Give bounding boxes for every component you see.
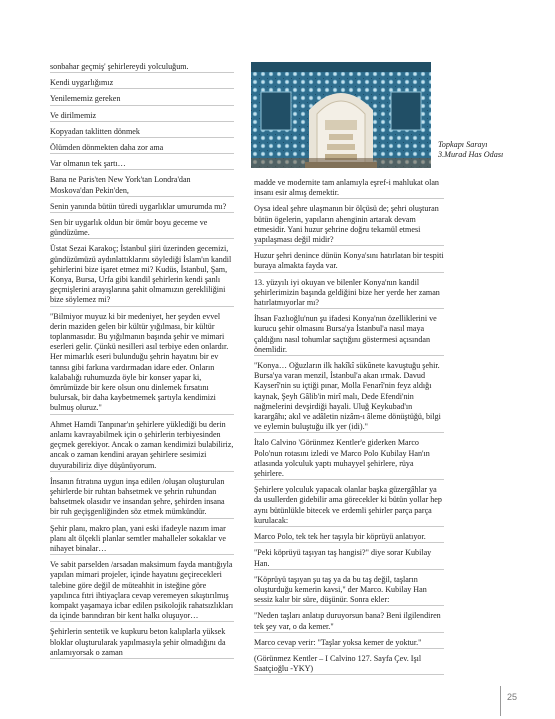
paragraph: Ve sabit parselden /arsadan maksimum fayda mantığıyla yapılan mimari projeler, içinde hayatını geçirecekleri talebine göre değil de müteahhit in isteğine göre yapılınca fıtri ihtiyaçlara cevap veremeyen sıkıştırılmış kompakt yaşamaya icbar edilen psikolojik rahatsızlıkları da içinde barındıran bir kent halkı oluşuyor… [50, 560, 234, 622]
paragraph: 13. yüzyılı iyi okuyan ve bilenler Konya'nın kandil şehirlerimizin başında geldiğini bize her yerde her zaman hatırlatmıyorlar mı? [254, 278, 444, 310]
poem-line: Ölümden dönmekten daha zor ama [50, 143, 234, 154]
poem-line: Var olmanın tek şartı… [50, 159, 234, 170]
citation: (Görünmez Kentler – I Calvino 127. Sayfa Çev. Işıl Saatçioğlu -YKY) [254, 654, 444, 675]
paragraph: Şehirlere yolculuk yapacak olanlar başka güzergâhlar ya da usullerden gidebilir ama görecekler ki bütün yollar hep aynı bütünlükle bitecek ve erdemli şehirler parça parça kurulacak: [254, 485, 444, 527]
photo-caption [438, 140, 538, 160]
paragraph: Ahmet Hamdi Tanpınar'ın şehirlere yüklediği bu derin anlamı kavrayabilmek için o şehirlerin terbiyesinden geçmek gerekiyor. Ancak o zaman kendimizi bulabiliriz, ancak o zaman kendini arayan şehirlere sesimizi duyurabiliriz diye düşünüyorum. [50, 420, 234, 472]
page-number: 25 [507, 692, 518, 702]
poem-line: Bana ne Paris'ten New York'tan Londra'dan Moskova'dan Pekin'den, [50, 175, 234, 196]
paragraph: madde ve modernite tam anlamıyla eşref-i mahlukat olan insanı esir almış demektir. [254, 178, 444, 199]
paragraph: Marco Polo, tek tek her taşıyla bir köprüyü anlatıyor. [254, 532, 444, 543]
dialogue-line: "Neden taşları anlatıp duruyorsun bana? Beni ilgilendiren tek şey var, o da kemer." [254, 611, 444, 632]
dialogue-line: "Köprüyü taşıyan şu taş ya da bu taş değil, taşların oluşturduğu kemerin kavsi," der Marco. Kubilay Han sessiz kalır bir süre, düşünür. Sonra ekler: [254, 575, 444, 607]
paragraph: İnsanın fıtratına uygun inşa edilen /oluşan oluşturulan şehirlerde bir ruhtan bahsetmek ve şehrin ruhundan bahsetmek olasıdır ve insandan şehre, şehirden insana bir ruh geçişgenliğinden söz etmek mümkündür. [50, 477, 234, 519]
poem-line: Yenilememiz gereken [50, 94, 234, 105]
poem-line: Sen bir uygarlık oldun bir ömür boyu geceme ve gündüzüme. [50, 218, 234, 239]
topkapi-room-photo [251, 62, 431, 168]
paragraph: Oysa ideal şehre ulaşmanın bir ölçüsü de; şehri oluşturan bütün ögelerin, yapıların ahenginin artarak devam etmesidir. Yani huzur şehrine doğru tekamül etmesi yapılaşması değil midir? [254, 204, 444, 246]
paragraph: Üstat Sezai Karakoç; İstanbul şiiri üzerinden gecemizi, gündüzümüzü aydınlattıklarını söylediği İslam'ın kandil şehirlerini bize işaret etmez mi? Kudüs, İstanbul, Şam, Konya, Bursa, Urfa gibi kandil şehirlerin kendi şanlı geçmişlerini arayışlarına şahit olmamızın gerekliliğini bize söylemez mi? [50, 244, 234, 306]
poem-line: Ve dirilmemiz [50, 111, 234, 122]
dialogue-line: "Peki köprüyü taşıyan taş hangisi?" diye sorar Kubilay Han. [254, 548, 444, 569]
tiled-room-illustration [251, 62, 431, 168]
poem-line: Kendi uygarlığımız [50, 78, 234, 89]
poem-line: Kopyadan taklitten dönmek [50, 127, 234, 138]
left-text-column [50, 62, 234, 664]
poem-line: Senin yanında bütün türedi uygarlıklar umurumda mı? [50, 202, 234, 213]
caption-room: 3.Murad Has Odası [438, 150, 504, 159]
dialogue-line: Marco cevap verir: "Taşlar yoksa kemer de yoktur." [254, 638, 444, 649]
paragraph: İtalo Calvino 'Görünmez Kentler'e giderken Marco Polo'nun rotasını izledi ve Marco Polo Kubilay Han'ın atlasında yolculuk yaptı muhayyel şehirlere, rüya şehirlere. [254, 438, 444, 480]
paragraph: Şehir planı, makro plan, yani eski ifadeyle nazım imar planı alt ölçekli planlar semtler mahalleler sokaklar ve nihayet binalar… [50, 524, 234, 556]
paragraph: Huzur şehri denince dünün Konya'sını hatırlatan bir tespiti buraya almakta fayda var. [254, 251, 444, 272]
quote-paragraph: "Konya… Oğuzların ilk hakîkî sükûnete kavuştuğu şehir. Bursa'ya varan menzil, İstanbul'a akan ırmak. Davud Kayserî'nin su içtiği pınar, Molla Fenarî'nin feyz aldığı kaynak, Şeyh Gâlib'in mirî malı, Dede Efendi'nin nağmelerini devşirdiği hayali. Uluğ Keykubad'ın karargâhı; akıl ve adâletin nizâm-ı âleme dönüştüğü, bilgi ve eylemin buluştuğu ilk yer (idi)." [254, 361, 444, 433]
page-number-divider [500, 686, 501, 716]
paragraph: İhsan Fazlıoğlu'nun şu ifadesi Konya'nın özelliklerini ve kurucu şehir olmasını Bursa'ya İstanbul'a nasıl maya çaldığını nasıl tohumlar saçtığını göstermesi açısından önemlidir. [254, 314, 444, 356]
caption-location: Topkapı Sarayı [438, 140, 488, 149]
paragraph: sonbahar geçmiş' şehirlereydi yolculuğum. [50, 62, 234, 73]
right-text-column [254, 178, 444, 680]
quote-paragraph: "Bilmiyor muyuz ki bir medeniyet, her şeyden evvel derin maziden gelen bir kültür yığılması, bir kültür toplanmasıdır. Bu yığılmanın başında şehir ve mimari eserleri gelir. Çünkü nesilleri asıl terbiye eden onlardır. Her mimarlık eseri bulunduğu şehrin hayatını bir ev tannsı gibi farkına vardırmadan idare eder. Onların kalabalığı ruhumuzda öyle bir konser yapar ki, ömrümüzde bir kere olsun onu dinlemek fırsatını bulursak, bir daha kaybetmemek şartıyla kendimizi bulmuş oluruz." [50, 312, 234, 415]
paragraph: Şehirlerin sentetik ve kupkuru beton kalıplarla yüksek bloklar oluşturularak yapılmasıyla şehir olmadığını da anlamıyorsak o zaman [50, 627, 234, 659]
